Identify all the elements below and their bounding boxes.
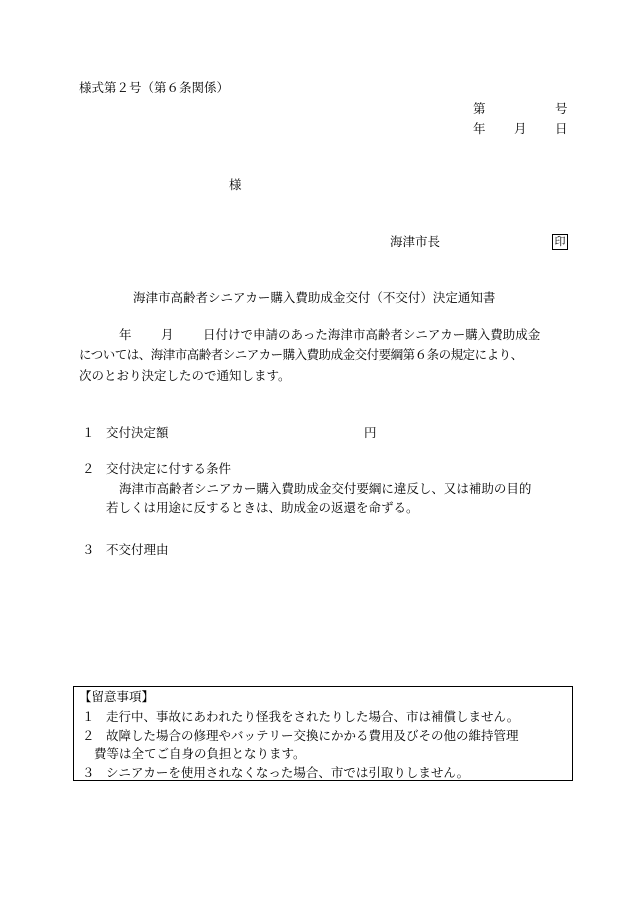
document-title: 海津市高齢者シニアカー購入費助成金交付（不交付）決定通知書 [133, 290, 496, 305]
item-3-number: ３ [82, 542, 95, 557]
body-month: 月 [161, 327, 174, 342]
item-1-number: １ [82, 425, 95, 440]
doc-number-prefix: 第 [473, 101, 486, 116]
form-label: 様式第２号（第６条関係） [79, 80, 230, 95]
notice-1-text: 走行中、事故にあわれたり怪我をされたりした場合、市は補償しません。 [106, 709, 520, 724]
notice-3-text: シニアカーを使用されなくなった場合、市では引取りしません。 [106, 765, 470, 780]
body-line2: については、海津市高齢者シニアカー購入費助成金交付要綱第６条の規定により、 [79, 347, 523, 362]
seal-stamp-icon: 印 [552, 234, 568, 250]
doc-number-suffix: 号 [555, 101, 568, 116]
notice-heading: 【留意事項】 [79, 689, 155, 704]
item-2-detail-line2: 若しくは用途に反するときは、助成金の返還を命ずる。 [106, 500, 419, 515]
body-line1: 日付けで申請のあった海津市高齢者シニアカー購入費助成金 [203, 327, 541, 342]
notice-1-number: １ [82, 709, 95, 724]
date-year: 年 [473, 121, 486, 136]
item-1-unit: 円 [364, 425, 377, 440]
item-2-label: 交付決定に付する条件 [106, 461, 232, 476]
item-2-number: ２ [82, 461, 95, 476]
item-3-label: 不交付理由 [106, 542, 169, 557]
date-day: 日 [555, 121, 568, 136]
body-line3: 次のとおり決定したので通知します。 [79, 368, 291, 383]
body-year: 年 [119, 327, 132, 342]
item-2-detail-line1: 海津市高齢者シニアカー購入費助成金交付要綱に違反し、又は補助の目的 [119, 481, 532, 496]
notice-3-number: ３ [82, 765, 95, 780]
item-1-label: 交付決定額 [106, 425, 169, 440]
issuer-title: 海津市長 [390, 234, 441, 249]
seal-mark [552, 233, 568, 250]
recipient-honorific: 様 [229, 177, 242, 192]
notice-2-text: 故障した場合の修理やバッテリー交換にかかる費用及びその他の維持管理 [106, 728, 519, 743]
date-month: 月 [514, 121, 527, 136]
notice-2-number: ２ [82, 728, 95, 743]
notice-2-continuation: 費等は全てご自身の負担となります。 [94, 746, 306, 761]
